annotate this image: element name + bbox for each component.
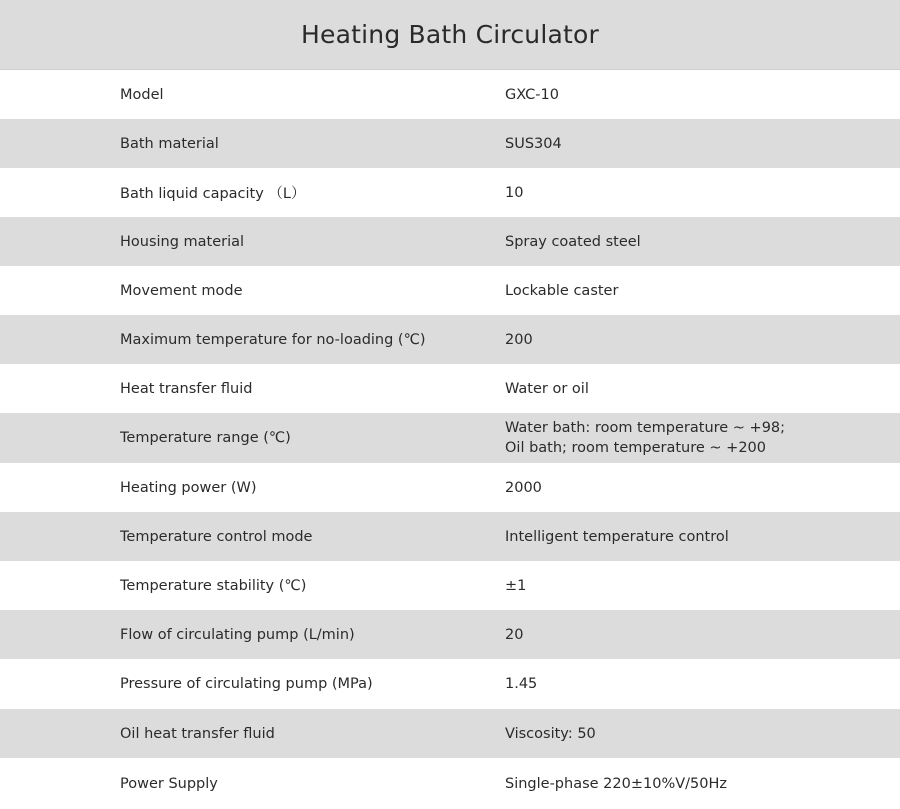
row-value-line: Lockable caster (505, 282, 619, 299)
table-row (0, 364, 900, 413)
table-row (0, 168, 900, 217)
row-value-line: Water bath: room temperature ~ +98; (505, 420, 786, 436)
row-value (385, 134, 900, 154)
row-value (385, 281, 900, 301)
row-value (385, 85, 900, 105)
row-value-line: GXC-10 (505, 86, 559, 103)
table-row (0, 709, 900, 758)
table-row (0, 217, 900, 266)
row-value-line: 10 (505, 184, 524, 201)
row-value (385, 674, 900, 694)
row-label: Heating power (W) (120, 479, 257, 496)
row-label: Movement mode (120, 282, 243, 299)
table-row (0, 561, 900, 610)
row-value-line: Spray coated steel (505, 233, 641, 250)
row-value (385, 232, 900, 252)
row-label: Power Supply (120, 775, 218, 792)
row-value (385, 418, 900, 458)
table-row (0, 266, 900, 315)
row-label: Bath material (120, 135, 219, 152)
row-value-line: Oil bath; room temperature ~ +200 (505, 440, 766, 456)
table-row (0, 610, 900, 659)
row-label: Temperature control mode (120, 528, 313, 545)
row-value-line: Single-phase 220±10%V/50Hz (505, 775, 727, 792)
row-value-line: ±1 (505, 577, 527, 594)
row-value (385, 774, 900, 794)
row-value (385, 478, 900, 498)
table-row (0, 659, 900, 709)
row-label: Pressure of circulating pump (MPa) (120, 676, 373, 692)
row-label: Flow of circulating pump (L/min) (120, 626, 355, 643)
row-value-line: Intelligent temperature control (505, 528, 729, 545)
table-row (0, 70, 900, 119)
title-row (0, 0, 900, 70)
row-value-line: 20 (505, 626, 524, 643)
row-value (385, 379, 900, 399)
row-value (385, 527, 900, 547)
row-value-line: SUS304 (505, 135, 562, 152)
row-label: Temperature range (℃) (120, 430, 291, 446)
row-value (385, 625, 900, 645)
row-label: Housing material (120, 233, 245, 250)
table-row (0, 413, 900, 463)
row-label: Maximum temperature for no-loading (℃) (120, 331, 426, 348)
row-value (385, 183, 900, 203)
row-value-line: 2000 (505, 479, 542, 496)
page-title: Heating Bath Circulator (301, 20, 599, 49)
table-row (0, 758, 900, 809)
row-value-line: 1.45 (505, 676, 538, 692)
table-row (0, 119, 900, 168)
row-label: Temperature stability (℃) (120, 577, 307, 594)
table-row (0, 463, 900, 512)
row-value (385, 576, 900, 596)
table-row (0, 512, 900, 561)
row-value-line: Viscosity: 50 (505, 725, 596, 742)
row-value-line: Water or oil (505, 380, 589, 397)
row-label: Model (120, 86, 164, 103)
row-label: Bath liquid capacity （L） (120, 186, 306, 202)
row-value-line: 200 (505, 331, 533, 348)
table-row (0, 315, 900, 364)
row-value (385, 724, 900, 744)
row-label: Heat transfer fluid (120, 380, 253, 397)
row-value (385, 330, 900, 350)
row-label: Oil heat transfer fluid (120, 725, 275, 742)
